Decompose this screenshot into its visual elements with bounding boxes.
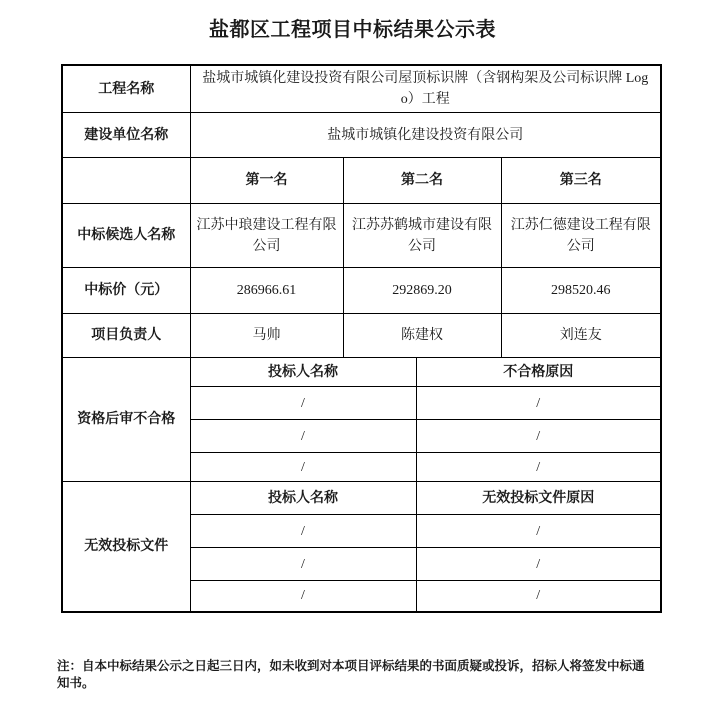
invalid-section-label: 无效投标文件 <box>62 482 190 612</box>
manager-1: 马帅 <box>190 314 343 358</box>
candidates-label: 中标候选人名称 <box>62 204 190 268</box>
table-row <box>62 113 661 158</box>
table-row <box>62 314 661 358</box>
invalid-reason-3: / <box>416 581 661 612</box>
price-1: 286966.61 <box>190 268 343 314</box>
page-title: 盐都区工程项目中标结果公示表 <box>209 19 496 41</box>
manager-3: 刘连友 <box>501 314 661 358</box>
qualification-reason-1: / <box>416 387 661 420</box>
rank-header-2: 第二名 <box>343 158 501 204</box>
rank-header-1: 第一名 <box>190 158 343 204</box>
invalid-bidder-3: / <box>190 581 416 612</box>
qualification-reason-3: / <box>416 453 661 482</box>
table-row <box>62 358 661 387</box>
invalid-reason-1: / <box>416 515 661 548</box>
qualification-reason-2: / <box>416 420 661 453</box>
table-row <box>62 65 661 113</box>
qualification-section-label: 资格后审不合格 <box>62 358 190 482</box>
invalid-reason-2: / <box>416 548 661 581</box>
invalid-bidder-1: / <box>190 515 416 548</box>
owner-value: 盐城市城镇化建设投资有限公司 <box>190 113 661 158</box>
price-2: 292869.20 <box>343 268 501 314</box>
candidate-1: 江苏中琅建设工程有限公司 <box>190 204 343 268</box>
table-row <box>62 158 661 204</box>
qualification-bidder-1: / <box>190 387 416 420</box>
project-name-value: 盐城市城镇化建设投资有限公司屋顶标识牌（含钢构架及公司标识牌 Logo）工程 <box>190 65 661 113</box>
table-row <box>62 268 661 314</box>
qualification-bidder-header: 投标人名称 <box>190 358 416 387</box>
invalid-bidder-header: 投标人名称 <box>190 482 416 515</box>
price-label: 中标价（元） <box>62 268 190 314</box>
invalid-bidder-2: / <box>190 548 416 581</box>
invalid-reason-header: 无效投标文件原因 <box>416 482 661 515</box>
qualification-bidder-2: / <box>190 420 416 453</box>
qualification-reason-header: 不合格原因 <box>416 358 661 387</box>
qualification-bidder-3: / <box>190 453 416 482</box>
candidate-3: 江苏仁德建设工程有限公司 <box>501 204 661 268</box>
empty-cell <box>62 158 190 204</box>
results-table <box>61 64 662 613</box>
project-name-label: 工程名称 <box>62 65 190 113</box>
manager-label: 项目负责人 <box>62 314 190 358</box>
price-3: 298520.46 <box>501 268 661 314</box>
table-row <box>62 204 661 268</box>
candidate-2: 江苏苏鹤城市建设有限公司 <box>343 204 501 268</box>
rank-header-3: 第三名 <box>501 158 661 204</box>
owner-label: 建设单位名称 <box>62 113 190 158</box>
table-row <box>62 482 661 515</box>
manager-2: 陈建权 <box>343 314 501 358</box>
footer-note: 注：自本中标结果公示之日起三日内，如未收到对本项目评标结果的书面质疑或投诉，招标人将签发中标通知书。 <box>57 658 645 690</box>
